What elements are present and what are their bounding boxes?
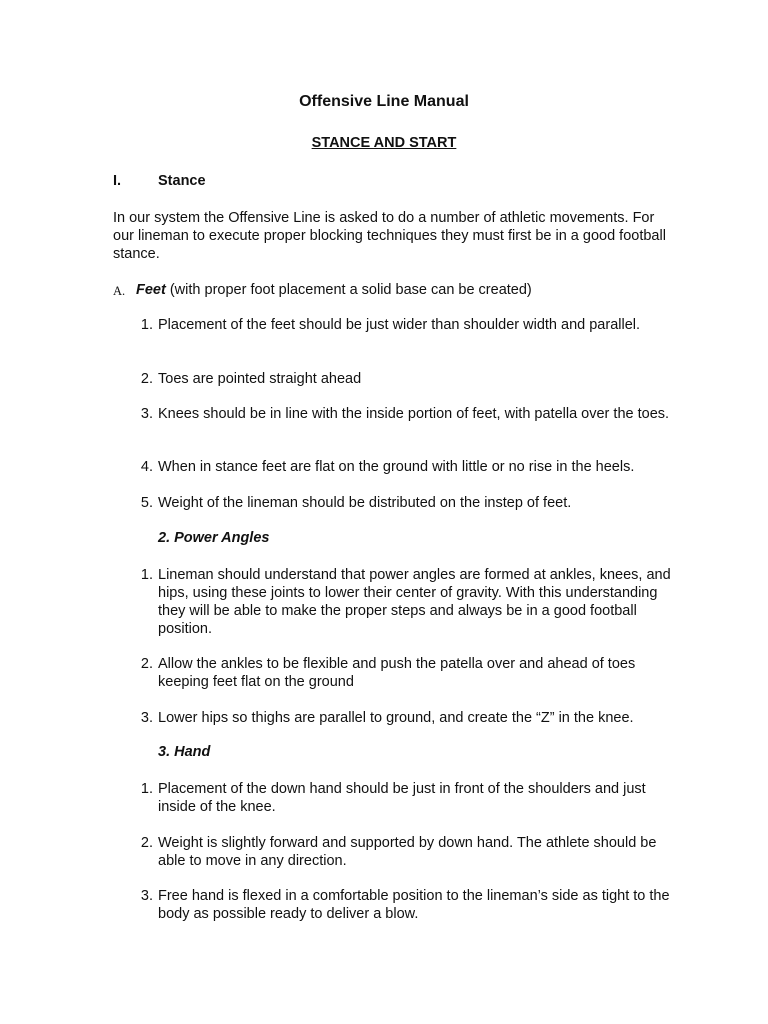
list-item: Toes are pointed straight ahead xyxy=(158,371,362,387)
list-item: Lineman should understand that power angles are formed at ankles, knees, and hips, using these joints to lower their center of gravity. With this understanding they will be able to make the proper steps and always be in a good football position. xyxy=(158,567,671,637)
item-number: 2. xyxy=(140,371,153,387)
subsection-letter: A. xyxy=(113,284,126,298)
subsection-feet-heading xyxy=(136,281,696,299)
item-number: 4. xyxy=(140,459,153,475)
document-title: Offensive Line Manual xyxy=(299,93,469,110)
intro-paragraph: In our system the Offensive Line is asked to do a number of athletic movements. For our lineman to execute proper blocking techniques they must first be in a good football stance. xyxy=(113,210,666,262)
subsection-feet-title: Feet xyxy=(136,282,166,298)
section-title: Stance xyxy=(158,173,206,189)
list-item: Lower hips so thighs are parallel to ground, and create the “Z” in the knee. xyxy=(158,710,634,726)
section-number: I. xyxy=(113,173,122,189)
list-item: Placement of the feet should be just wider than shoulder width and parallel. xyxy=(158,317,641,333)
subsection-power-angles-heading: 2. Power Angles xyxy=(158,530,270,546)
item-number: 5. xyxy=(140,495,153,511)
list-item: Knees should be in line with the inside portion of feet, with patella over the toes. xyxy=(158,406,670,422)
subsection-hand-heading: 3. Hand xyxy=(158,744,211,760)
list-item: Placement of the down hand should be just in front of the shoulders and just inside of the knee. xyxy=(158,781,646,815)
subsection-feet-description: (with proper foot placement a solid base can be created) xyxy=(165,282,532,298)
list-item: Free hand is flexed in a comfortable position to the lineman’s side as tight to the body as possible ready to deliver a blow. xyxy=(158,888,670,922)
item-number: 1. xyxy=(140,567,153,583)
item-number: 3. xyxy=(140,710,153,726)
item-number: 2. xyxy=(140,656,153,672)
item-number: 1. xyxy=(140,781,153,797)
list-item: Allow the ankles to be flexible and push the patella over and ahead of toes keeping feet flat on the ground xyxy=(158,656,636,690)
list-item: Weight of the lineman should be distributed on the instep of feet. xyxy=(158,495,572,511)
list-item: When in stance feet are flat on the ground with little or no rise in the heels. xyxy=(158,459,635,475)
item-number: 2. xyxy=(140,835,153,851)
item-number: 3. xyxy=(140,888,153,904)
item-number: 3. xyxy=(140,406,153,422)
item-number: 1. xyxy=(140,317,153,333)
list-item: Weight is slightly forward and supported by down hand. The athlete should be able to move in any direction. xyxy=(158,835,657,869)
section-subtitle: STANCE AND START xyxy=(311,135,457,151)
